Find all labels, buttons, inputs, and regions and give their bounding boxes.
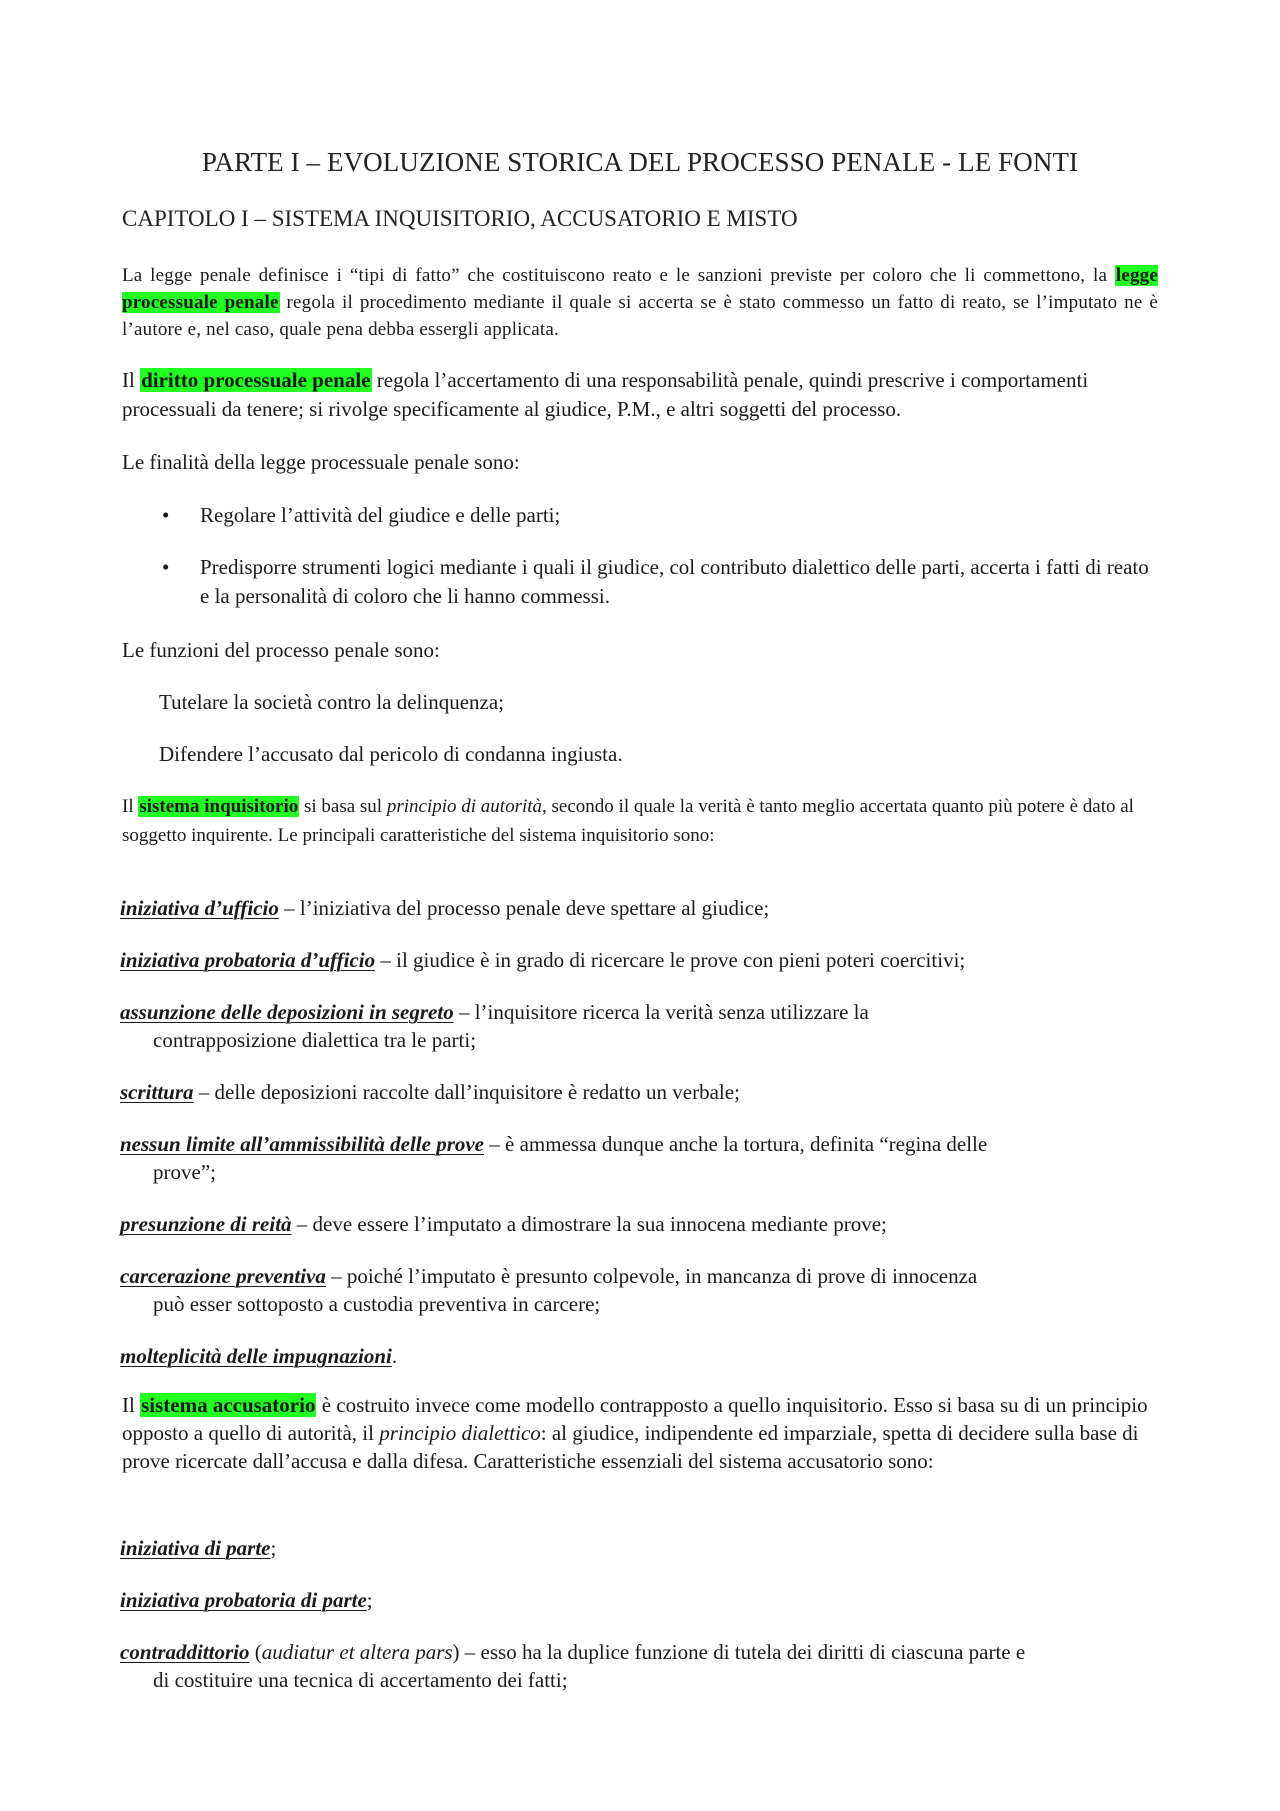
list-item bbox=[162, 501, 1152, 530]
paragraph-legge-penale bbox=[122, 262, 1158, 343]
text: Il bbox=[122, 1393, 141, 1417]
feature-text: ; bbox=[270, 1536, 277, 1560]
part-title: PARTE I – EVOLUZIONE STORICA DEL PROCESSO PENALE - LE FONTI bbox=[201, 147, 1079, 177]
feature-item bbox=[120, 998, 1160, 1054]
feature-continuation: prove”; bbox=[153, 1160, 216, 1184]
feature-item bbox=[120, 1262, 1160, 1318]
feature-term: molteplicità delle impugnazioni bbox=[120, 1344, 392, 1368]
feature-item bbox=[120, 1210, 1160, 1238]
feature-text: – poiché l’imputato è presunto colpevole, in mancanza di prove di innocenza bbox=[325, 1264, 978, 1288]
italic-text: principio di autorità bbox=[386, 796, 543, 817]
feature-continuation: contrapposizione dialettica tra le parti; bbox=[153, 1028, 477, 1052]
feature-continuation: può esser sottoposto a custodia preventiva in carcere; bbox=[153, 1292, 601, 1316]
text: regola il procedimento mediante il quale si accerta se è stato commesso un fatto di reato, se l’imputato ne è l’autore e, nel caso, quale pena debba essergli applicata. bbox=[122, 292, 1158, 340]
highlight-legge-processuale: legge processuale penale bbox=[122, 265, 1158, 313]
feature-item bbox=[120, 1534, 1160, 1562]
bullet-icon: • bbox=[162, 555, 170, 579]
feature-text: – l’inquisitore ricerca la verità senza utilizzare la bbox=[453, 1000, 869, 1024]
feature-term: carcerazione preventiva bbox=[120, 1264, 326, 1288]
feature-text: – delle deposizioni raccolte dall’inquisitore è redatto un verbale; bbox=[193, 1080, 740, 1104]
paragraph-sistema-accusatorio bbox=[122, 1391, 1158, 1475]
highlight-sistema-inquisitorio: sistema inquisitorio bbox=[139, 796, 299, 817]
text: regola l’accertamento di una responsabilità penale, quindi prescrive i comportamenti processuali da tenere; si rivolge specificamente al giudice, P.M., e altri soggetti del processo. bbox=[122, 368, 1089, 421]
list-item-text: Predisporre strumenti logici mediante i quali il giudice, col contributo dialettico delle parti, accerta i fatti di reato e la personalità di coloro che li hanno commessi. bbox=[200, 555, 1149, 608]
text: La legge penale definisce i “tipi di fatto” che costituiscono reato e le sanzioni previste per coloro che li commettono, la bbox=[122, 265, 1115, 286]
italic-text: audiatur et altera pars bbox=[261, 1640, 453, 1664]
function-item: Tutelare la società contro la delinquenza; bbox=[159, 690, 505, 714]
feature-text: ; bbox=[366, 1588, 373, 1612]
highlight-diritto-processuale: diritto processuale penale bbox=[141, 368, 371, 392]
feature-term: nessun limite all’ammissibilità delle prove bbox=[120, 1132, 485, 1156]
feature-text: – l’iniziativa del processo penale deve spettare al giudice; bbox=[278, 896, 770, 920]
feature-term: presunzione di reità bbox=[120, 1212, 292, 1236]
paragraph-diritto-processuale bbox=[122, 366, 1158, 424]
feature-term: iniziativa probatoria di parte bbox=[120, 1588, 367, 1612]
text: Il bbox=[122, 368, 141, 392]
feature-text: . bbox=[391, 1344, 398, 1368]
text: si basa sul bbox=[299, 796, 387, 817]
feature-item bbox=[120, 1130, 1160, 1186]
bullet-icon: • bbox=[162, 503, 170, 527]
function-item: Difendere l’accusato dal pericolo di condanna ingiusta. bbox=[159, 742, 623, 766]
highlight-sistema-accusatorio: sistema accusatorio bbox=[141, 1393, 316, 1417]
paragraph-finalita: Le finalità della legge processuale penale sono: bbox=[122, 450, 520, 474]
feature-term: assunzione delle deposizioni in segreto bbox=[120, 1000, 454, 1024]
list-item-text: Regolare l’attività del giudice e delle parti; bbox=[200, 503, 561, 527]
feature-text: – il giudice è in grado di ricercare le prove con pieni poteri coercitivi; bbox=[375, 948, 966, 972]
list-item bbox=[162, 553, 1152, 611]
feature-text: – è ammessa dunque anche la tortura, definita “regina delle bbox=[484, 1132, 988, 1156]
feature-item bbox=[120, 946, 1160, 974]
text: : al giudice, indipendente ed imparziale, spetta di decidere sulla base di prove ricercate dall’accusa e dalla difesa. Caratteristiche essenziali del sistema accusatorio sono: bbox=[122, 1421, 1139, 1473]
feature-item bbox=[120, 1586, 1160, 1614]
text: è costruito invece come modello contrapposto a quello inquisitorio. Esso si basa su di un principio opposto a quello di autorità, il bbox=[122, 1393, 1148, 1445]
chapter-title: CAPITOLO I – SISTEMA INQUISITORIO, ACCUSATORIO E MISTO bbox=[122, 206, 798, 231]
text: , secondo il quale la verità è tanto meglio accertata quanto più potere è dato al soggetto inquirente. Le principali caratteristiche del sistema inquisitorio sono: bbox=[122, 796, 1134, 846]
feature-term: iniziativa probatoria d’ufficio bbox=[120, 948, 376, 972]
feature-item bbox=[120, 1078, 1160, 1106]
feature-continuation: di costituire una tecnica di accertamento dei fatti; bbox=[153, 1668, 568, 1692]
paragraph-sistema-inquisitorio bbox=[122, 792, 1158, 850]
text: Il bbox=[122, 796, 139, 817]
feature-item bbox=[120, 1638, 1160, 1694]
italic-text: principio dialettico bbox=[379, 1421, 541, 1445]
feature-term: iniziativa di parte bbox=[120, 1536, 271, 1560]
feature-text: – deve essere l’imputato a dimostrare la sua innocena mediante prove; bbox=[291, 1212, 887, 1236]
feature-term: iniziativa d’ufficio bbox=[120, 896, 279, 920]
feature-term: scrittura bbox=[120, 1080, 194, 1104]
feature-term: contraddittorio bbox=[120, 1640, 250, 1664]
feature-item bbox=[120, 894, 1160, 922]
feature-text: ( bbox=[249, 1640, 262, 1664]
paragraph-funzioni: Le funzioni del processo penale sono: bbox=[122, 638, 440, 662]
feature-item bbox=[120, 1342, 1160, 1370]
feature-text: ) – esso ha la duplice funzione di tutela dei diritti di ciascuna parte e bbox=[452, 1640, 1026, 1664]
